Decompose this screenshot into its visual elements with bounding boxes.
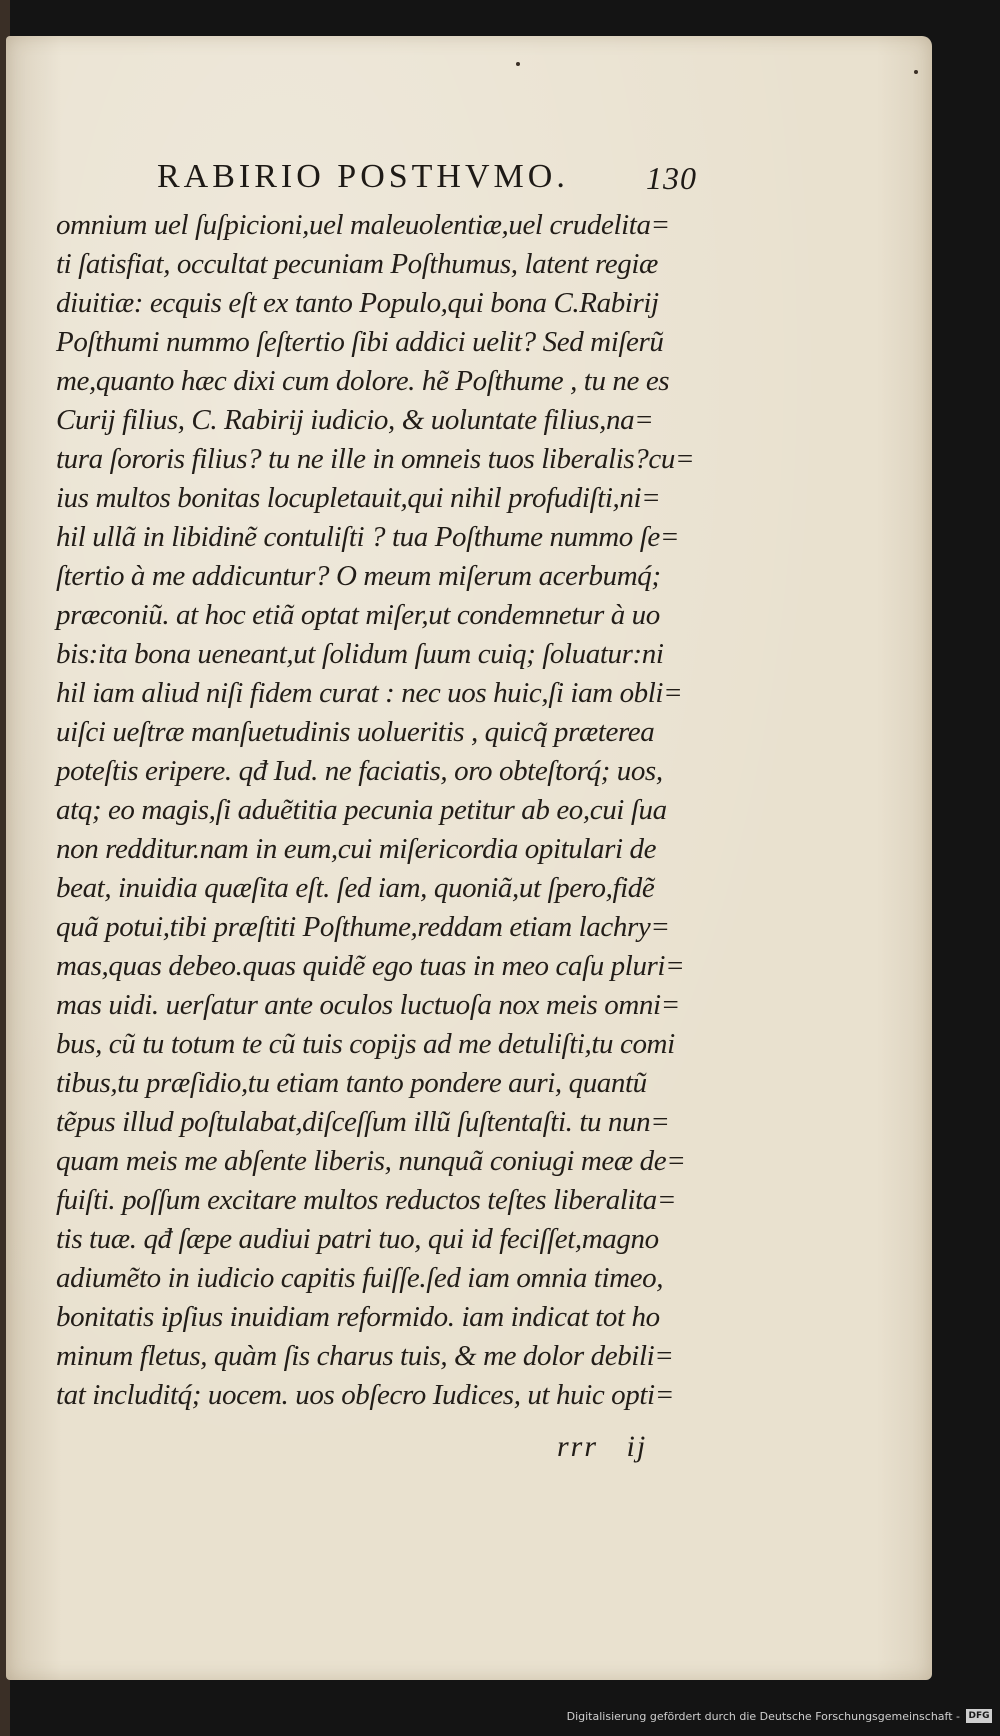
text-line: tẽpus illud poſtulabat,diſceſſum illũ ſuſtentaſti. tu nun= [56,1106,670,1138]
text-line: ſtertio à me addicuntur? O meum miſerum acerbumq́; [56,560,661,592]
text-line: omnium uel ſuſpicioni,uel maleuolentiæ,uel crudelita= [56,209,670,241]
text-line: adiumẽto in iudicio capitis fuiſſe.ſed iam omnia timeo, [56,1262,664,1294]
text-line: poteſtis eripere. qđ Iud. ne faciatis, oro obteſtorq́; uos, [56,755,663,787]
page-number: 130 [646,160,697,196]
text-line: mas uidi. uerſatur ante oculos luctuoſa nox meis omni= [56,989,680,1021]
paper-speck [516,62,520,66]
text-line: beat, inuidia quæſita eſt. ſed iam, quoniã,ut ſpero,fidẽ [56,872,655,904]
text-line: bus, cũ tu totum te cũ tuis copijs ad me detuliſti,tu comi [56,1028,675,1060]
text-line: mas,quas debeo.quas quidẽ ego tuas in meo caſu pluri= [56,950,685,982]
running-head [157,158,697,206]
footer-bar [0,1700,1000,1736]
funding-credit: Digitalisierung gefördert durch die Deutsche Forschungsgemeinschaft - [566,1710,960,1723]
text-line: hil ullã in libidinẽ contuliſti ? tua Poſthume nummo ſe= [56,521,680,553]
dfg-logo: DFG [966,1709,992,1723]
text-line: tibus,tu præſidio,tu etiam tanto pondere auri, quantũ [56,1067,647,1099]
text-line: ius multos bonitas locupletauit,qui nihil profudiſti,ni= [56,482,661,514]
text-line: bonitatis ipſius inuidiam reformido. iam indicat tot ho [56,1301,660,1333]
text-line: tura ſororis filius? tu ne ille in omneis tuos liberalis?cu= [56,443,695,475]
text-line: ti ſatisfiat, occultat pecuniam Poſthumus, latent regiæ [56,248,658,280]
text-line: Curij filius, C. Rabirij iudicio, & uoluntate filius,na= [56,404,654,436]
text-line: bis:ita bona ueneant,ut ſolidum ſuum cuiq; ſoluatur:ni [56,638,664,670]
text-line: quam meis me abſente liberis, nunquã coniugi meæ de= [56,1145,686,1177]
text-line: præconiũ. at hoc etiã optat miſer,ut condemnetur à uo [56,599,660,631]
body-text [56,206,706,1415]
signature-mark: rrr ij [557,1430,648,1463]
paper-speck [914,70,918,74]
text-line: Poſthumi nummo ſeſtertio ſibi addici uelit? Sed miſerũ [56,326,664,358]
text-line: me,quanto hæc dixi cum dolore. hẽ Poſthume , tu ne es [56,365,670,397]
text-line: uiſci ueſtræ manſuetudinis uolueritis , quicq̃ præterea [56,716,655,748]
text-line: non redditur.nam in eum,cui miſericordia opitulari de [56,833,657,865]
text-line: hil iam aliud niſi fidem curat : nec uos huic,ſi iam obli= [56,677,683,709]
text-line: minum fletus, quàm ſis charus tuis, & me dolor debili= [56,1340,674,1372]
text-line: tis tuæ. qđ ſæpe audiui patri tuo, qui id feciſſet,magno [56,1223,659,1255]
text-line: diuitiæ: ecquis eſt ex tanto Populo,qui bona C.Rabirij [56,287,659,319]
running-head-title: RABIRIO POSTHVMO. [157,158,569,195]
text-line: tat includitq́; uocem. uos obſecro Iudices, ut huic opti= [56,1379,674,1411]
text-line: quã potui,tibi præſtiti Poſthume,reddam etiam lachry= [56,911,670,943]
text-line: fuiſti. poſſum excitare multos reductos teſtes liberalita= [56,1184,677,1216]
text-line: atq; eo magis,ſi aduẽtitia pecunia petitur ab eo,cui ſua [56,794,667,826]
